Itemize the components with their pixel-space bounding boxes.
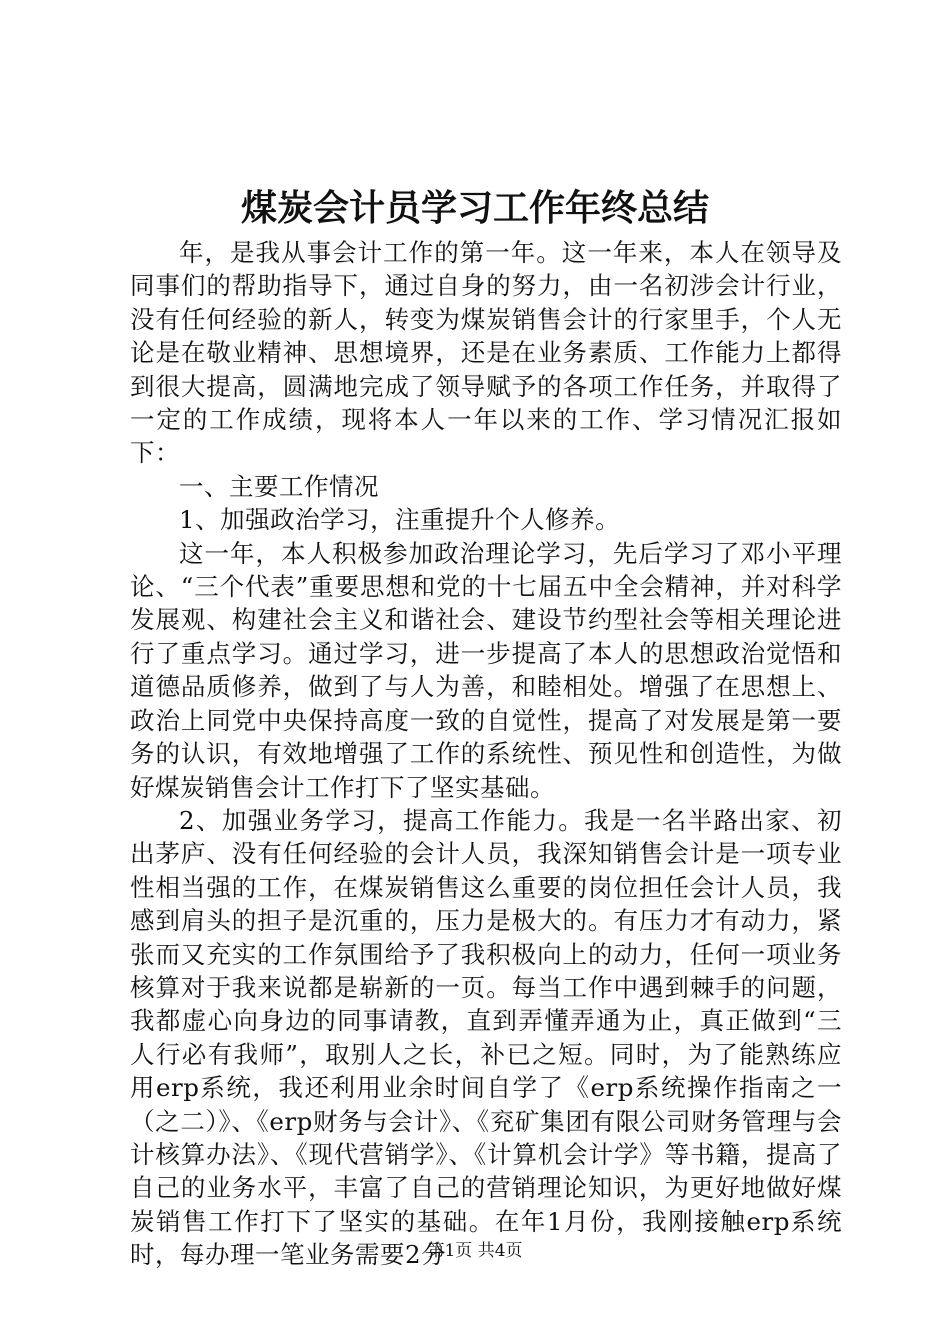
subheading-political-study: 1、加强政治学习，注重提升个人修养。 [179, 505, 621, 535]
paragraph-political-study: 这一年，本人积极参加政治理论学习，先后学习了邓小平理论、“三个代表”重要思想和党的十七届五中全会精神，并对科学发展观、构建社会主义和谐社会、建设节约型社会等相关理论进行了重点学习。通过学习，进一步提高了本人的思想政治觉悟和道德品质修养，做到了与人为善，和睦相处。增强了在思想上、政治上同党中央保持高度一致的自觉性，提高了对发展是第一要务的认识，有效地增强了工作的系统性、预见性和创造性，为做好煤炭销售会计工作打下了坚实基础。 [130, 538, 842, 802]
document-body [130, 236, 842, 1272]
paragraph-intro: 年，是我从事会计工作的第一年。这一年来，本人在领导及同事们的帮助指导下，通过自身的努力，由一名初涉会计行业，没有任何经验的新人，转变为煤炭销售会计的行家里手，个人无论是在敬业精神、思想境界，还是在业务素质、工作能力上都得到很大提高，圆满地完成了领导赋予的各项工作任务，并取得了一定的工作成绩，现将本人一年以来的工作、学习情况汇报如下： [130, 238, 842, 468]
paragraph-business-study: 2、加强业务学习，提高工作能力。我是一名半路出家、初出茅庐、没有任何经验的会计人员，我深知销售会计是一项专业性相当强的工作，在煤炭销售这么重要的岗位担任会计人员，我感到肩头的担子是沉重的，压力是极大的。有压力才有动力，紧张而又充实的工作氛围给予了我积极向上的动力，任何一项业务核算对于我来说都是崭新的一页。每当工作中遇到棘手的问题，我都虚心向身边的同事请教，直到弄懂弄通为止，真正做到“三人行必有我师”，取别人之长，补已之短。同时，为了能熟练应用erp系统，我还利用业余时间自学了《erp系统操作指南之一（之二）》、《erp财务与会计》、《兖矿集团有限公司财务管理与会计核算办法》、《现代营销学》、《计算机会计学》等书籍，提高了自己的业务水平，丰富了自己的营销理论知识，为更好地做好煤炭销售工作打下了坚实的基础。在年1月份，我刚接触erp系统时，每办理一笔业务需要2分 [130, 805, 842, 1270]
document-title: 煤炭会计员学习工作年终总结 [240, 187, 709, 229]
page-number-footer: 第1页 共4页 [427, 1241, 523, 1261]
section-heading-main-work: 一、主要工作情况 [179, 471, 379, 501]
